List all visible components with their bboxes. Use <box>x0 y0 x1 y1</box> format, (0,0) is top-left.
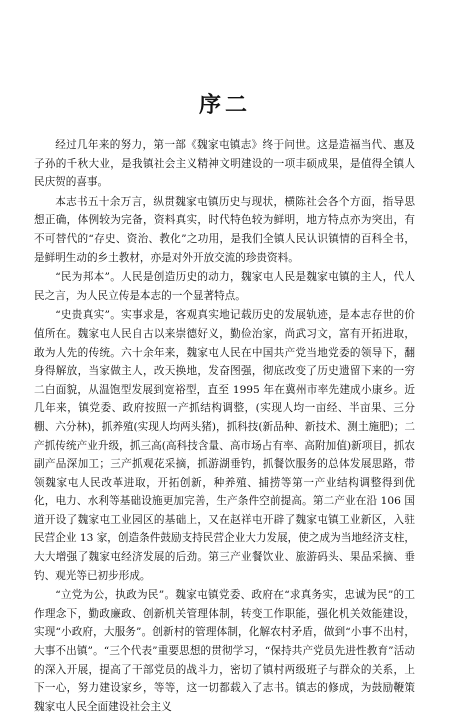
paragraph: “立党为公，执政为民”。魏家屯镇党委、政府在“求真务实，忠诚为民”的工作理念下，勤政廉政、创新机关管理体制，转变工作职能，强化机关效能建设，实现“小政府，大服务”。创新村的管理体制，化解农村矛盾，做到“小事不出村，大事不出镇”。“三个代表”重要思想的贯彻学习，“保持共产党员先进性教育”活动的深入开展，提高了干部党员的战斗力，密切了镇村两级班子与群众的关系，上下一心，努力建设家乡，等等，这一切都载入了志书。镇志的修成，为鼓励鞭策魏家屯人民全面建设社会主义 <box>34 589 415 713</box>
paragraph: 本志书五十余万言，纵贯魏家屯镇历史与现状，横陈社会各个方面，指导思想正确，体例较为完备，资料真实，时代特色较为鲜明，地方特点亦为突出，有不可替代的“存史、资治、教化”之功用，是我们全镇人民认识镇情的百科全书，是鲜明生动的乡土教材，亦是对外开放交流的珍贵资料。 <box>34 195 415 264</box>
preface-body <box>34 136 415 716</box>
page-title: 序二 <box>198 92 251 118</box>
paragraph: “民为邦本”。人民是创造历史的动力，魏家屯人民是魏家屯镇的主人，代人民之言，为人民立传是本志的一个显著特点。 <box>34 271 415 302</box>
paragraph: 经过几年来的努力，第一部《魏家屯镇志》终于问世。这是造福当代、惠及子孙的千秋大业，是我镇社会主义精神文明建设的一项丰硕成果，是值得全镇人民庆贺的喜事。 <box>34 139 415 189</box>
paragraph: “史贵真实”。实事求是，客观真实地记载历史的发展轨迹，是本志存世的价值所在。魏家屯人民自古以来崇德好义，勤俭治家，尚武习文，富有开拓进取，敢为人先的传统。六十余年来，魏家屯人民在中国共产党当地党委的领导下，翻身得解放，当家做主人，改天换地，发奋图强，彻底改变了历史遗留下来的一穷二白面貌，从温饱型发展到宽裕型，直至 1995 年在冀州市率先建成小康乡。近几年来，镇党委、政府按照一产抓结构调整，(实现人均一亩经、半亩果、三分棚、六分林)，抓养殖(实现人均两头猪)，抓科技(新品种、新技术、测土施肥)；二产抓传统产业升级，抓三高(高科技含量、高市场占有率、高附加值)新项目，抓农副产品深加工；三产抓观花采摘，抓游湖垂钓，抓餐饮服务的总体发展思路，带领魏家屯人民改革进取，开拓创新，种养殖、捕捞等第一产业结构调整得到优化，电力、水利等基础设施更加完善，生产条件空前提高。第二产业在沿 106 国道开设了魏家屯工业园区的基础上，又在赵祥屯开辟了魏家屯镇工业新区，入驻民营企业 13 家，创造条件鼓励支持民营企业大力发展，使之成为当地经济支柱，大大增强了魏家屯经济发展的后劲。第三产业餐饮业、旅游码头、果品采摘、垂钓、观光等已初步形成。 <box>34 309 415 582</box>
